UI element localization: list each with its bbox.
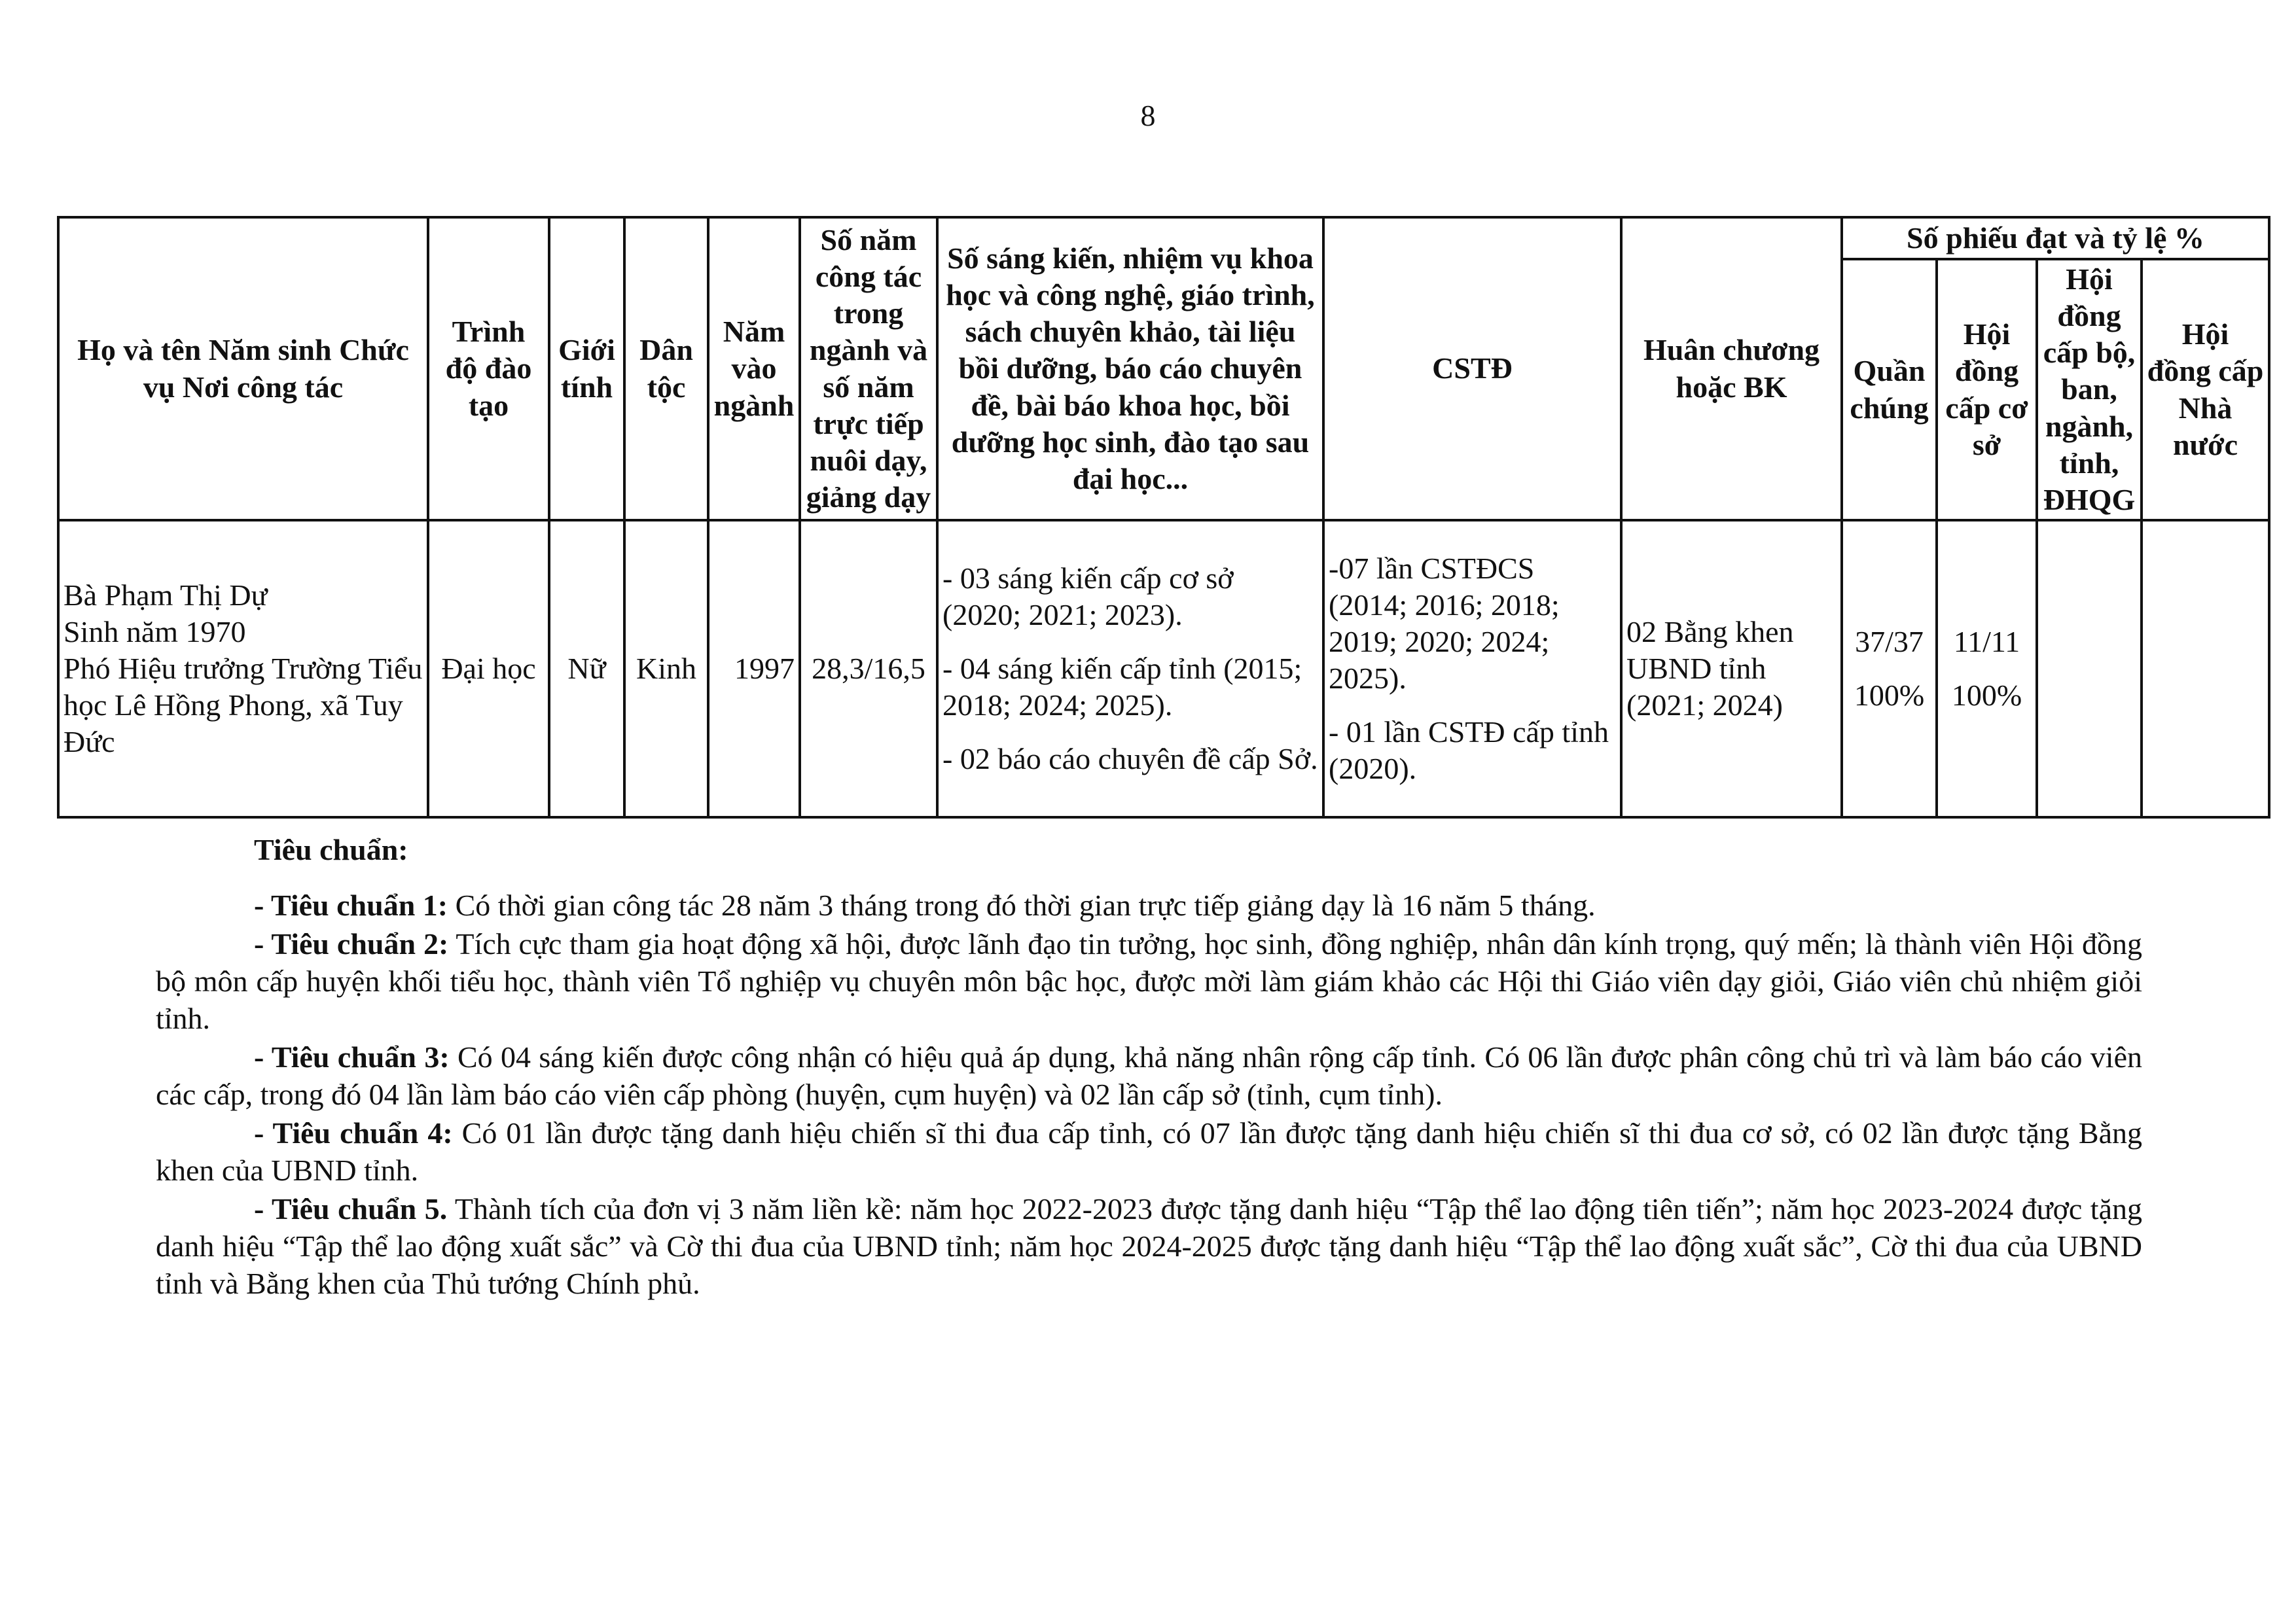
header-name: Họ và tên Năm sinh Chức vụ Nơi công tác	[58, 217, 428, 520]
standard-item	[156, 1114, 2142, 1189]
cell-votes-state	[2142, 520, 2269, 817]
cstd-item: - 01 lần CSTĐ cấp tỉnh (2020).	[1329, 715, 1609, 786]
standard-label: - Tiêu chuẩn 1:	[254, 889, 448, 923]
header-votes-group: Số phiếu đạt và tỷ lệ %	[1842, 217, 2269, 259]
cell-initiatives	[937, 520, 1323, 817]
initiative-item: - 03 sáng kiến cấp cơ sở (2020; 2021; 2023).	[942, 561, 1234, 631]
standard-item	[156, 887, 2142, 924]
standard-label: - Tiêu chuẩn 3:	[254, 1040, 450, 1074]
header-year-joined: Năm vào ngành	[708, 217, 800, 520]
cell-name	[58, 520, 428, 817]
votes-base-pct: 100%	[1951, 679, 2022, 712]
cstd-item: -07 lần CSTĐCS (2014; 2016; 2018; 2019; 2020; 2024; 2025).	[1329, 551, 1560, 695]
name-line: Bà Phạm Thị Dự	[63, 578, 268, 612]
cell-years-service: 28,3/16,5	[800, 520, 937, 817]
votes-public-pct: 100%	[1854, 679, 1925, 712]
standard-label: - Tiêu chuẩn 2:	[254, 927, 449, 961]
initiative-item: - 02 báo cáo chuyên đề cấp Sở.	[942, 742, 1318, 776]
birth-year-line: Sinh năm 1970	[63, 614, 246, 648]
header-medal: Huân chương hoặc BK	[1621, 217, 1842, 520]
table-row	[58, 520, 2269, 817]
standards-title: Tiêu chuẩn:	[254, 833, 408, 866]
cell-medal: 02 Bằng khen UBND tỉnh (2021; 2024)	[1621, 520, 1842, 817]
header-education: Trình độ đào tạo	[428, 217, 549, 520]
header-years-service: Số năm công tác trong ngành và số năm trực tiếp nuôi dạy, giảng dạy	[800, 217, 937, 520]
nominee-table	[57, 216, 2270, 819]
cell-votes-ministry	[2037, 520, 2142, 817]
header-votes-base: Hội đồng cấp cơ sở	[1937, 259, 2037, 520]
standards-section	[156, 831, 2142, 1303]
cell-votes-public	[1842, 520, 1937, 817]
standard-text: Tích cực tham gia hoạt động xã hội, được lãnh đạo tin tưởng, học sinh, đồng nghiệp, nhân dân kính trọng, quý mến; là thành viên Hội đồng bộ môn cấp huyện khối tiểu học, thành viên Tổ nghiệp vụ chuyên môn bậc học, được mời làm giám khảo các Hội thi Giáo viên dạy giỏi, Giáo viên chủ nhiệm giỏi tỉnh.	[156, 927, 2142, 1036]
initiative-item: - 04 sáng kiến cấp tỉnh (2015; 2018; 2024; 2025).	[942, 651, 1302, 722]
header-cstd: CSTĐ	[1323, 217, 1621, 520]
header-votes-public: Quần chúng	[1842, 259, 1937, 520]
cell-gender: Nữ	[549, 520, 624, 817]
header-votes-ministry: Hội đồng cấp bộ, ban, ngành, tỉnh, ĐHQG	[2037, 259, 2142, 520]
cell-ethnicity: Kinh	[624, 520, 708, 817]
cell-votes-base	[1937, 520, 2037, 817]
standard-item	[156, 1038, 2142, 1113]
standard-text: Thành tích của đơn vị 3 năm liền kề: năm học 2022-2023 được tặng danh hiệu “Tập thể lao động tiên tiến”; năm học 2023-2024 được tặng danh hiệu “Tập thể lao động xuất sắc” và Cờ thi đua của UBND tỉnh; năm học 2024-2025 được tặng danh hiệu “Tập thể lao động xuất sắc”, Cờ thi đua của UBND tỉnh và Bằng khen của Thủ tướng Chính phủ.	[156, 1192, 2142, 1301]
header-votes-state: Hội đồng cấp Nhà nước	[2142, 259, 2269, 520]
standard-item	[156, 925, 2142, 1037]
header-ethnicity: Dân tộc	[624, 217, 708, 520]
standard-label: - Tiêu chuẩn 5.	[254, 1192, 448, 1226]
votes-public-count: 37/37	[1855, 624, 1924, 658]
cell-year-joined: 1997	[708, 520, 800, 817]
standard-text: Có 01 lần được tặng danh hiệu chiến sĩ thi đua cấp tỉnh, có 07 lần được tặng danh hiệu chiến sĩ thi đua cơ sở, có 02 lần được tặng Bằng khen của UBND tỉnh.	[156, 1116, 2142, 1188]
standard-text: Có thời gian công tác 28 năm 3 tháng trong đó thời gian trực tiếp giảng dạy là 16 năm 5 tháng.	[448, 889, 1596, 923]
page-number: 8	[1140, 99, 1156, 132]
header-gender: Giới tính	[549, 217, 624, 520]
standard-text: Có 04 sáng kiến được công nhận có hiệu quả áp dụng, khả năng nhân rộng cấp tỉnh. Có 06 lần được phân công chủ trì và làm báo cáo viên các cấp, trong đó 04 lần làm báo cáo viên cấp phòng (huyện, cụm huyện) và 02 lần cấp sở (tỉnh, cụm tỉnh).	[156, 1040, 2142, 1112]
standard-label: - Tiêu chuẩn 4:	[254, 1116, 453, 1150]
cell-education: Đại học	[428, 520, 549, 817]
cell-cstd	[1323, 520, 1621, 817]
position-line: Phó Hiệu trưởng Trường Tiểu học Lê Hồng Phong, xã Tuy Đức	[63, 651, 423, 759]
votes-base-count: 11/11	[1953, 624, 2020, 658]
header-initiatives: Số sáng kiến, nhiệm vụ khoa học và công nghệ, giáo trình, sách chuyên khảo, tài liệu bồi dưỡng, báo cáo chuyên đề, bài báo khoa học, bồi dưỡng học sinh, đào tạo sau đại học...	[937, 217, 1323, 520]
standard-item	[156, 1190, 2142, 1302]
